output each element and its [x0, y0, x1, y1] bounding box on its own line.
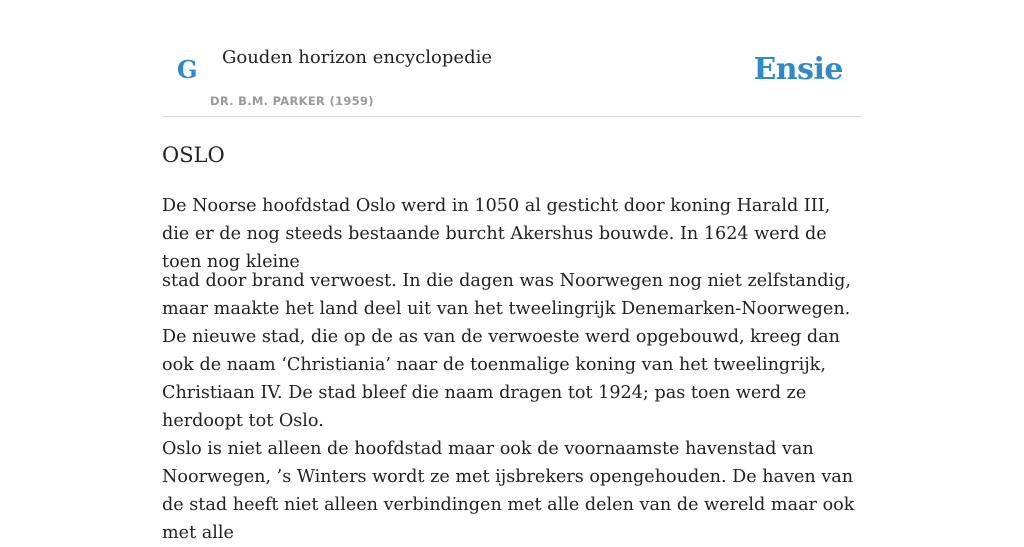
entry-title: OSLO: [162, 143, 225, 167]
book-author: DR. B.M. PARKER (1959): [210, 94, 374, 108]
book-title[interactable]: Gouden horizon encyclopedie: [222, 47, 492, 68]
book-logo[interactable]: G: [177, 55, 198, 84]
page-container: [162, 0, 862, 543]
entry-paragraph: stad door brand verwoest. In die dagen was Noorwegen nog niet zelfstandig, maar maakte het land deel uit van het tweelingrijk Denemarken-Noorwegen. De nieuwe stad, die op de as van de verwoeste werd opgebouwd, kreeg dan ook de naam ‘Christiania’ naar de toenmalige koning van het tweelingrijk, Christiaan IV. De stad bleef die naam dragen tot 1924; pas toen werd ze herdoopt tot Oslo.: [162, 271, 851, 431]
entry-paragraph: De Noorse hoofdstad Oslo werd in 1050 al gesticht door koning Harald III, die er de nog steeds bestaande burcht Akershus bouwde. In 1624 werd de toen nog kleine: [162, 196, 831, 272]
entry-paragraph: Oslo is niet alleen de hoofdstad maar ook de voornaamste havenstad van Noorwegen, ’s Winters wordt ze met ijsbrekers opengehouden. De haven van de stad heeft niet alleen verbindingen met alle delen van de wereld maar ook met alle: [162, 439, 855, 543]
brand-logo[interactable]: Ensie: [753, 52, 843, 87]
header: [162, 0, 862, 117]
